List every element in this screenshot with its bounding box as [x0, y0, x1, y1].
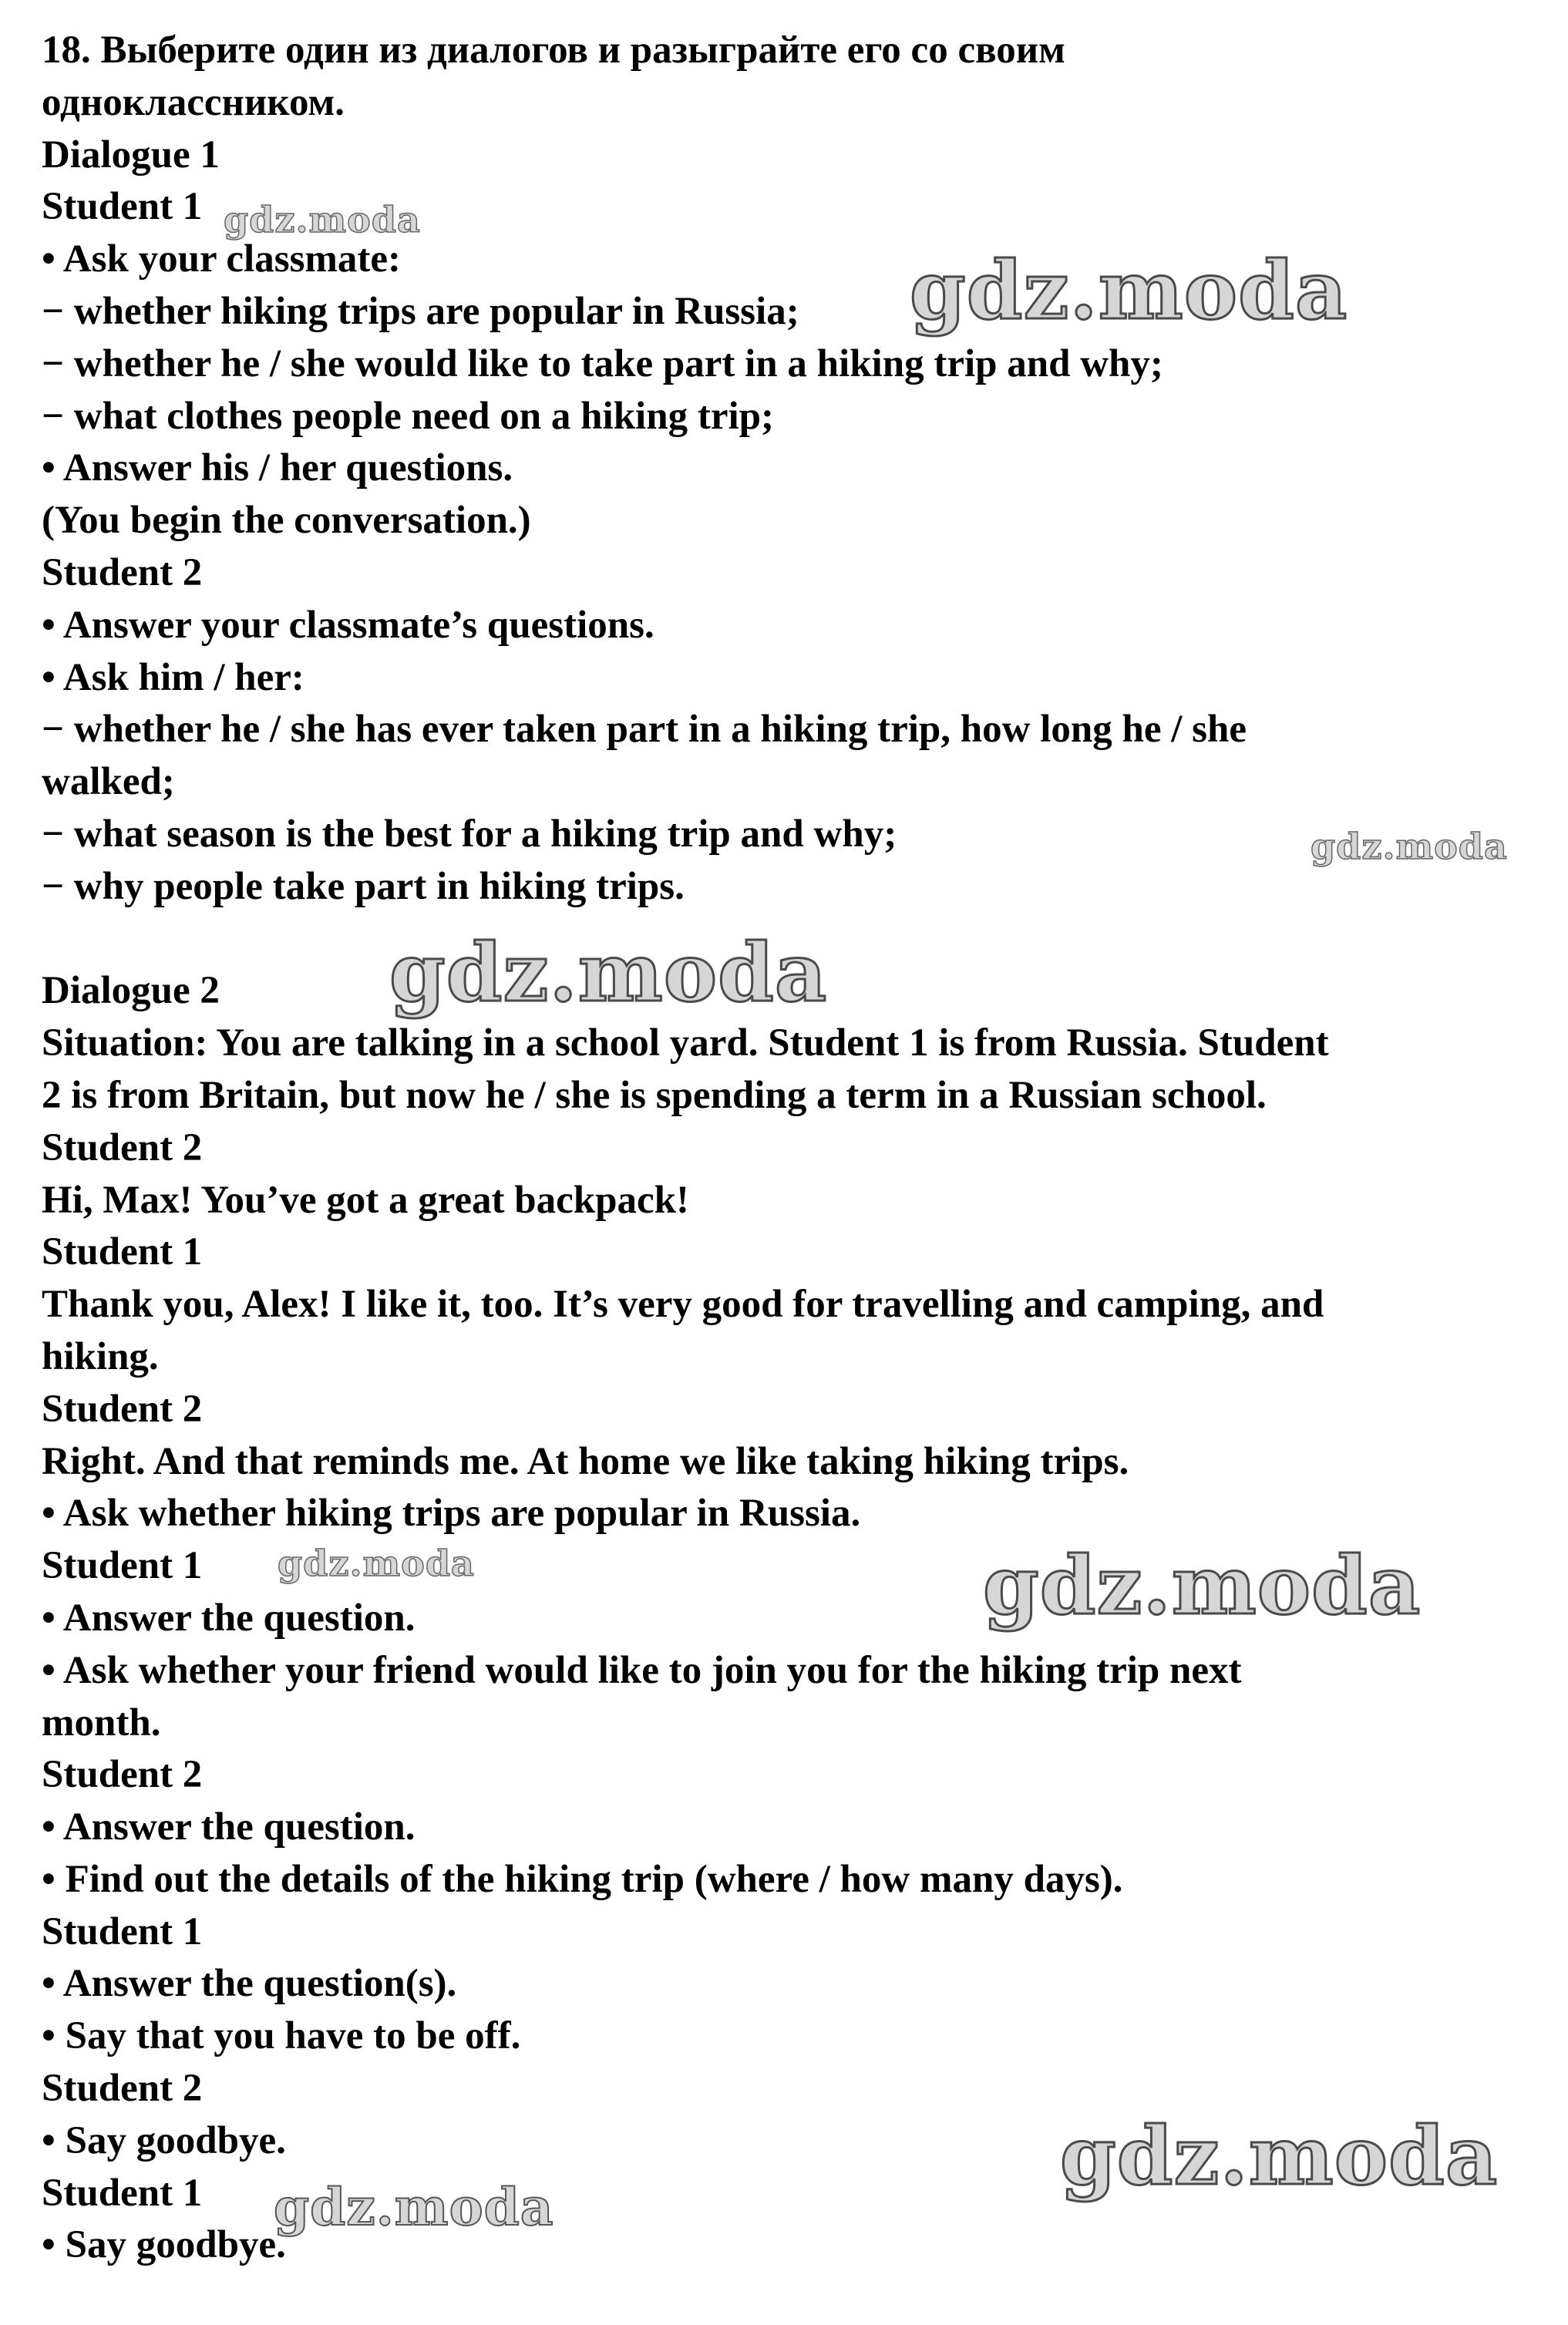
- speaker-label: Student 1: [42, 185, 203, 229]
- speaker-label: Student 1: [42, 1230, 203, 1274]
- dialogue-1-title: Dialogue 1: [42, 133, 220, 177]
- situation-line: Situation: You are talking in a school yard. Student 1 is from Russia. Student: [42, 1021, 1329, 1065]
- bullet-line: • Ask whether your friend would like to join you for the hiking trip next: [42, 1648, 1242, 1692]
- watermark: gdz.moda: [1060, 2108, 1499, 2203]
- dash-line: − whether he / she has ever taken part in a hiking trip, how long he / she: [42, 708, 1247, 752]
- dialogue-2-title: Dialogue 2: [42, 969, 220, 1013]
- text-line: month.: [42, 1701, 161, 1745]
- speaker-label: Student 1: [42, 1909, 203, 1953]
- dialogue-line-continued: hiking.: [42, 1334, 159, 1378]
- exercise-text: [42, 25, 1553, 2272]
- bullet-line: • Answer his / her questions.: [42, 446, 513, 490]
- bullet-line: • Say goodbye.: [42, 2223, 286, 2267]
- speaker-label: Student 2: [42, 1753, 203, 1797]
- speaker-label: Student 2: [42, 2067, 203, 2111]
- speaker-label: Student 2: [42, 550, 203, 594]
- bullet-line: • Find out the details of the hiking trip (where / how many days).: [42, 1857, 1123, 1901]
- speaker-label: Student 2: [42, 1387, 203, 1431]
- watermark: gdz.moda: [983, 1538, 1422, 1633]
- dash-line: − whether hiking trips are popular in Russia;: [42, 289, 799, 333]
- dash-line: − whether he / she would like to take part in a hiking trip and why;: [42, 342, 1163, 385]
- text-line: walked;: [42, 760, 175, 804]
- exercise-heading: 18. Выберите один из диалогов и разыграйте его со своим: [42, 29, 1065, 72]
- exercise-heading-continued: одноклассником.: [42, 80, 345, 124]
- bullet-line: • Answer the question.: [42, 1596, 416, 1640]
- dash-line: − what season is the best for a hiking trip and why;: [42, 812, 897, 856]
- watermark: gdz.moda: [389, 925, 828, 1020]
- bullet-line: • Say that you have to be off.: [42, 2014, 521, 2058]
- dialogue-line: Thank you, Alex! I like it, too. It’s very good for travelling and camping, and: [42, 1283, 1324, 1327]
- speaker-label: Student 1: [42, 1544, 203, 1588]
- note-line: (You begin the conversation.): [42, 499, 531, 543]
- situation-line-continued: 2 is from Britain, but now he / she is spending a term in a Russian school.: [42, 1073, 1267, 1117]
- blank-line: [42, 914, 1553, 966]
- watermark: gdz.moda: [274, 2177, 554, 2237]
- speaker-label: Student 1: [42, 2171, 203, 2215]
- watermark: gdz.moda: [278, 1543, 475, 1584]
- bullet-line: • Ask your classmate:: [42, 237, 401, 281]
- dialogue-line: Hi, Max! You’ve got a great backpack!: [42, 1178, 690, 1222]
- speaker-label: Student 2: [42, 1125, 203, 1169]
- dash-line: − why people take part in hiking trips.: [42, 864, 685, 908]
- dialogue-line: Right. And that reminds me. At home we like taking hiking trips.: [42, 1439, 1129, 1483]
- watermark: gdz.moda: [910, 243, 1348, 338]
- bullet-line: • Say goodbye.: [42, 2118, 286, 2162]
- bullet-line: • Answer the question(s).: [42, 1962, 457, 2006]
- bullet-line: • Ask whether hiking trips are popular in Russia.: [42, 1492, 861, 1536]
- bullet-line: • Answer your classmate’s questions.: [42, 603, 654, 647]
- watermark: gdz.moda: [224, 199, 421, 241]
- bullet-line: • Answer the question.: [42, 1805, 416, 1849]
- watermark: gdz.moda: [1311, 826, 1508, 867]
- dash-line: − what clothes people need on a hiking trip;: [42, 394, 774, 438]
- bullet-line: • Ask him / her:: [42, 655, 305, 699]
